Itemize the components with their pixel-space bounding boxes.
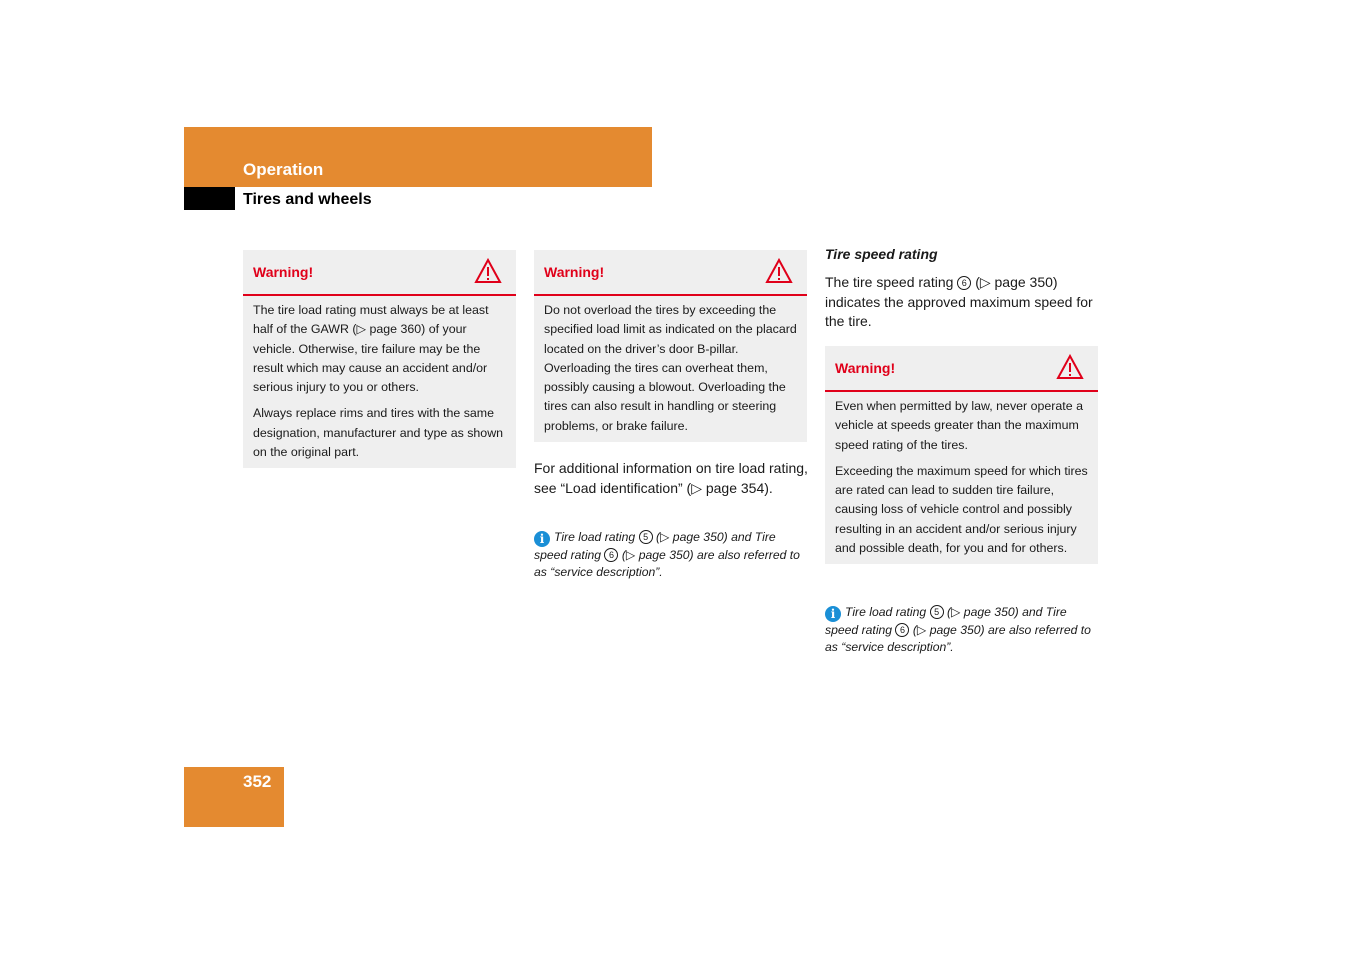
tire-speed-heading: Tire speed rating <box>825 246 938 262</box>
note-text: (▷ page 350) and Tire speed rating <box>825 605 1067 637</box>
callout-number: 5 <box>930 605 944 619</box>
info-note <box>825 604 1100 656</box>
warning-paragraph: The tire load rating must always be at least half of the GAWR (▷ page 360) of your vehicle. Otherwise, tire failure may be the result which may cause an accident and/or serious injury to you or others. <box>253 303 489 395</box>
info-note <box>534 529 809 581</box>
subsection-title: Tires and wheels <box>243 191 372 208</box>
warning-header <box>534 250 807 296</box>
warning-body <box>825 392 1098 564</box>
note-text: Tire load rating <box>554 530 636 544</box>
note-text: (▷ page 350) and Tire speed rating <box>534 530 776 562</box>
warning-triangle-icon <box>1056 354 1084 380</box>
warning-box-load-rating <box>243 250 516 468</box>
speed-rating-paragraph <box>825 273 1100 332</box>
paragraph-text: (▷ page 350) indicates the approved maximum speed for the tire. <box>825 274 1093 330</box>
warning-title: Warning! <box>253 264 314 280</box>
callout-number: 5 <box>639 530 653 544</box>
callout-number: 6 <box>604 548 618 562</box>
callout-number: 6 <box>957 276 971 290</box>
warning-paragraph: Always replace rims and tires with the same designation, manufacturer and type as shown on the original part. <box>253 406 504 460</box>
load-info-paragraph: For additional information on tire load rating, see “Load identification” (▷ page 354). <box>534 460 808 496</box>
page-number: 352 <box>243 772 272 791</box>
section-marker <box>184 187 235 210</box>
warning-body <box>534 296 807 442</box>
note-text: Tire load rating <box>845 605 927 619</box>
warning-triangle-icon <box>765 258 793 284</box>
note-text: (▷ page 350) are also referred to as “service description”. <box>825 623 1091 654</box>
warning-title: Warning! <box>544 264 605 280</box>
warning-header <box>825 346 1098 392</box>
warning-paragraph: Even when permitted by law, never operate a vehicle at speeds greater than the maximum speed rating of the tires. <box>835 399 1083 452</box>
warning-paragraph: Do not overload the tires by exceeding the specified load limit as indicated on the placard located on the driver’s door B-pillar. Overloading the tires can overheat them, possibly causing a blowout. Overloading the tires can also result in handling or steering problems, or brake failure. <box>544 303 797 433</box>
callout-number: 6 <box>895 623 909 637</box>
warning-box-speed <box>825 346 1098 564</box>
section-title: Operation <box>243 160 324 179</box>
warning-header <box>243 250 516 296</box>
paragraph-text: The tire speed rating <box>825 274 954 290</box>
info-icon: i <box>534 531 550 547</box>
note-text: (▷ page 350) are also referred to as “service description”. <box>534 548 800 579</box>
warning-triangle-icon <box>474 258 502 284</box>
warning-box-overload <box>534 250 807 442</box>
warning-title: Warning! <box>835 360 896 376</box>
warning-paragraph: Exceeding the maximum speed for which tires are rated can lead to sudden tire failure, causing loss of vehicle control and possibly resulting in an accident and/or serious injury and possible death, for you and for others. <box>835 463 1088 556</box>
info-icon: i <box>825 606 841 622</box>
warning-body <box>243 296 516 468</box>
